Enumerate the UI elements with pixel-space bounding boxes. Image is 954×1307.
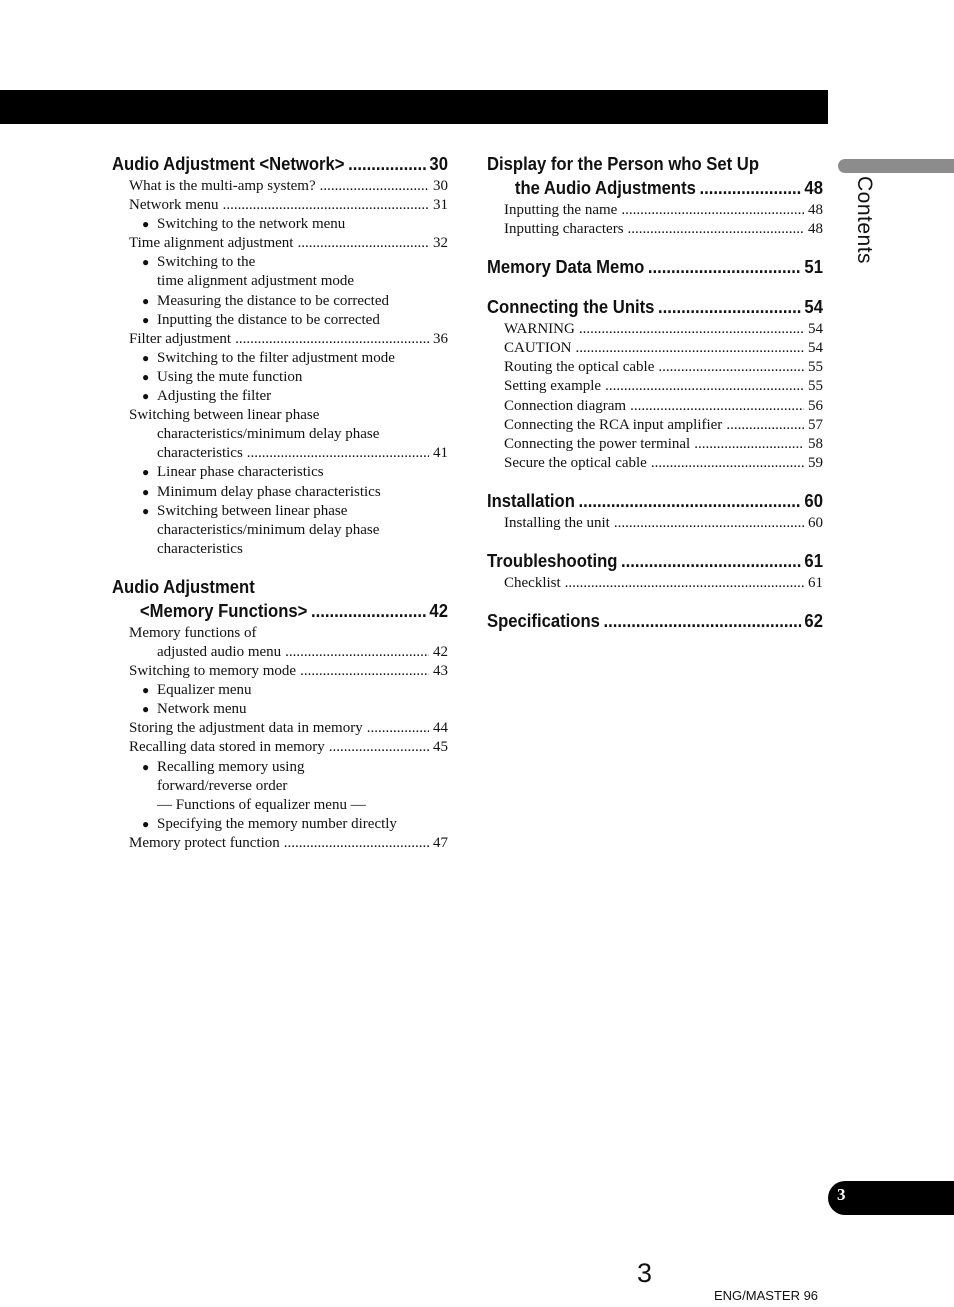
page-ref: 41	[433, 445, 448, 462]
dot-leader	[603, 609, 800, 633]
entry-text: Filter adjustment	[129, 330, 232, 347]
toc-entry[interactable]	[112, 521, 448, 540]
toc-section	[112, 575, 448, 853]
dot-leader	[576, 339, 805, 358]
section-heading-line[interactable]	[112, 599, 448, 623]
section-heading-line[interactable]	[487, 176, 823, 200]
section-title: Memory Data Memo	[487, 256, 645, 278]
toc-entries	[487, 320, 823, 473]
dot-leader	[247, 444, 429, 463]
toc-entry[interactable]	[487, 201, 823, 220]
page-ref: 60	[808, 514, 823, 531]
dot-leader	[311, 599, 426, 623]
page-ref: 36	[433, 330, 448, 347]
section-title: the Audio Adjustments	[514, 177, 696, 198]
entry-text: characteristics	[157, 540, 243, 557]
dot-leader	[651, 454, 804, 473]
page-tab-number: 3	[837, 1185, 846, 1204]
page-ref: 56	[808, 397, 823, 414]
entry-text: Network menu	[129, 197, 219, 214]
dot-leader	[658, 358, 804, 377]
toc-section	[487, 489, 823, 533]
entry-text: forward/reverse order	[157, 777, 288, 794]
page-ref: 42	[429, 599, 448, 621]
toc-subentry[interactable]	[112, 349, 448, 368]
section-heading	[112, 152, 448, 176]
section-heading-line[interactable]	[487, 295, 823, 319]
toc-section	[487, 609, 823, 633]
entry-text: Equalizer menu	[157, 682, 252, 699]
toc-entry[interactable]	[112, 272, 448, 291]
page-ref: 31	[433, 197, 448, 214]
dot-leader	[285, 643, 429, 662]
page-ref: 54	[808, 321, 823, 338]
page-ref: 57	[808, 416, 823, 433]
toc-entry[interactable]	[487, 416, 823, 435]
page-ref: 59	[808, 454, 823, 471]
entry-text: Routing the optical cable	[504, 359, 655, 376]
dot-leader	[348, 152, 426, 176]
section-heading-line[interactable]	[487, 152, 823, 176]
side-tab-marker	[838, 159, 954, 173]
section-title: Troubleshooting	[487, 550, 618, 572]
page-ref: 47	[433, 834, 448, 851]
toc-entry[interactable]	[112, 444, 448, 463]
entry-text: Switching to the	[157, 254, 256, 271]
page-ref: 55	[808, 378, 823, 395]
dot-leader	[605, 377, 804, 396]
toc-entries	[487, 514, 823, 533]
section-title: Connecting the Units	[487, 296, 655, 318]
page-number: 3	[637, 1258, 653, 1288]
page-ref: 51	[804, 256, 823, 278]
page-ref: 54	[804, 296, 823, 318]
toc-entry[interactable]	[487, 377, 823, 396]
toc-entry[interactable]	[112, 777, 448, 796]
toc-entry[interactable]	[487, 320, 823, 339]
dot-leader	[621, 549, 801, 573]
entry-text: Time alignment adjustment	[129, 235, 294, 252]
toc-entry[interactable]	[487, 454, 823, 473]
entry-text: What is the multi-amp system?	[129, 178, 316, 194]
header-bar	[0, 90, 828, 124]
page-ref: 48	[804, 177, 823, 198]
toc-subentry[interactable]	[112, 815, 448, 834]
entry-text: Specifying the memory number directly	[157, 815, 397, 832]
entry-text: adjusted audio menu	[157, 643, 282, 660]
section-title: Installation	[487, 489, 575, 511]
entry-text: characteristics/minimum delay phase	[157, 426, 380, 443]
dot-leader	[578, 489, 800, 513]
entry-text: Memory functions of	[129, 624, 257, 641]
dot-leader	[628, 220, 804, 239]
page-ref: 54	[808, 340, 823, 357]
dot-leader	[320, 177, 429, 196]
dot-leader	[300, 662, 429, 681]
entry-text: Inputting the name	[504, 202, 618, 218]
entry-text: characteristics	[157, 445, 243, 462]
page-ref: 45	[433, 739, 448, 756]
dot-leader	[284, 834, 429, 853]
toc-entry[interactable]	[487, 574, 823, 593]
toc-section	[487, 255, 823, 279]
dot-leader	[621, 201, 804, 220]
entry-text: Minimum delay phase characteristics	[157, 483, 381, 500]
entry-text: characteristics/minimum delay phase	[157, 521, 380, 538]
entry-text: Switching to the network menu	[157, 216, 346, 233]
toc-entry[interactable]	[487, 435, 823, 454]
section-title: Audio Adjustment	[112, 575, 255, 597]
page-tab	[828, 1181, 954, 1215]
toc-entry[interactable]	[112, 662, 448, 681]
toc-column-left	[112, 152, 448, 869]
toc-subentry[interactable]	[112, 483, 448, 502]
dot-leader	[297, 234, 429, 253]
dot-leader	[579, 320, 804, 339]
toc-entry[interactable]	[112, 796, 448, 815]
toc-entry[interactable]	[112, 196, 448, 215]
entry-text: Memory protect function	[129, 834, 280, 851]
section-title: <Memory Functions>	[139, 599, 308, 621]
entry-text: time alignment adjustment mode	[157, 273, 355, 290]
toc-section	[112, 152, 448, 559]
toc-entries	[112, 624, 448, 853]
toc-entry[interactable]	[487, 220, 823, 239]
section-heading	[487, 255, 823, 279]
toc-entries	[487, 201, 823, 239]
entry-text: — Functions of equalizer menu —	[157, 796, 366, 813]
dot-leader	[223, 196, 429, 215]
toc-entry[interactable]	[112, 406, 448, 425]
page-ref: 43	[433, 663, 448, 680]
toc-entries	[112, 177, 448, 559]
entry-text: Switching between linear phase	[157, 502, 348, 519]
section-heading	[487, 609, 823, 633]
toc-section	[487, 295, 823, 473]
toc-entry[interactable]	[112, 643, 448, 662]
page-ref: 30	[433, 178, 448, 194]
entry-text: Connection diagram	[504, 397, 627, 414]
section-heading	[487, 549, 823, 573]
dot-leader	[329, 738, 429, 757]
dot-leader	[648, 255, 801, 279]
entry-text: Secure the optical cable	[504, 454, 647, 471]
toc-subentry[interactable]	[112, 368, 448, 387]
dot-leader	[235, 330, 429, 349]
section-heading	[112, 575, 448, 623]
toc-entry[interactable]	[112, 177, 448, 196]
page-ref: 55	[808, 359, 823, 376]
entry-text: Connecting the power terminal	[504, 435, 691, 452]
page-ref: 62	[804, 610, 823, 632]
entry-text: Adjusting the filter	[157, 388, 272, 405]
section-heading-line[interactable]	[112, 575, 448, 599]
toc-subentry[interactable]	[112, 215, 448, 234]
entry-text: Storing the adjustment data in memory	[129, 720, 363, 737]
page-ref: 30	[429, 153, 448, 174]
dot-leader	[658, 295, 801, 319]
dot-leader	[565, 574, 804, 593]
footer-code: ENG/MASTER 96	[714, 1288, 819, 1303]
toc-entry[interactable]	[112, 738, 448, 757]
page-ref: 48	[808, 202, 823, 218]
toc-column-right	[487, 152, 823, 649]
entry-text: Recalling memory using	[157, 758, 305, 775]
entry-text: Setting example	[504, 378, 602, 395]
toc-section	[487, 549, 823, 593]
toc-entry[interactable]	[487, 358, 823, 377]
page-ref: 32	[433, 235, 448, 252]
section-heading	[487, 152, 823, 200]
toc-entry[interactable]	[112, 234, 448, 253]
toc-entry[interactable]	[112, 540, 448, 559]
entry-text: Linear phase characteristics	[157, 464, 324, 481]
dot-leader	[367, 719, 429, 738]
page-ref: 48	[808, 221, 823, 238]
dot-leader	[630, 397, 804, 416]
toc-subentry[interactable]	[112, 253, 448, 272]
entry-text: Measuring the distance to be corrected	[157, 292, 389, 309]
section-heading-line[interactable]	[487, 255, 823, 279]
entry-text: CAUTION	[504, 340, 572, 357]
entry-text: Network menu	[157, 701, 247, 718]
toc-subentry[interactable]	[112, 311, 448, 330]
toc-subentry[interactable]	[112, 681, 448, 700]
section-heading	[487, 489, 823, 513]
section-heading-line[interactable]	[487, 549, 823, 573]
entry-text: Switching between linear phase	[129, 407, 320, 424]
entry-text: Using the mute function	[157, 368, 303, 385]
section-title: Audio Adjustment <Network>	[112, 153, 345, 174]
section-heading	[487, 295, 823, 319]
section-title: Display for the Person who Set Up	[487, 153, 759, 174]
entry-text: WARNING	[504, 321, 575, 338]
toc-subentry[interactable]	[112, 758, 448, 777]
dot-leader	[699, 176, 800, 200]
toc-entry[interactable]	[487, 397, 823, 416]
page-ref: 60	[804, 489, 823, 511]
section-heading-line[interactable]	[112, 152, 448, 176]
page-ref: 61	[808, 575, 823, 592]
section-title: Specifications	[487, 610, 600, 632]
page-ref: 61	[804, 550, 823, 572]
page-ref: 58	[808, 435, 823, 452]
toc-entry[interactable]	[112, 425, 448, 444]
toc-subentry[interactable]	[112, 463, 448, 482]
toc-subentry[interactable]	[112, 387, 448, 406]
side-tab-label: Contents	[853, 176, 876, 265]
page-ref: 44	[433, 720, 448, 737]
entry-text: Connecting the RCA input amplifier	[504, 416, 723, 433]
toc-entry[interactable]	[487, 514, 823, 533]
toc-subentry[interactable]	[112, 292, 448, 311]
entry-text: Recalling data stored in memory	[129, 739, 325, 756]
entry-text: Switching to memory mode	[129, 663, 297, 680]
dot-leader	[726, 416, 804, 435]
toc-entry[interactable]	[487, 339, 823, 358]
entry-text: Installing the unit	[504, 514, 610, 531]
entry-text: Inputting the distance to be corrected	[157, 311, 380, 328]
toc-entry[interactable]	[112, 330, 448, 349]
toc-entry[interactable]	[112, 719, 448, 738]
dot-leader	[694, 435, 804, 454]
dot-leader	[614, 514, 804, 533]
toc-entry[interactable]	[112, 834, 448, 853]
toc-entries	[487, 574, 823, 593]
page-ref: 42	[433, 643, 448, 660]
toc-subentry[interactable]	[112, 502, 448, 521]
entry-text: Inputting characters	[504, 221, 624, 238]
section-heading-line[interactable]	[487, 609, 823, 633]
entry-text: Switching to the filter adjustment mode	[157, 349, 395, 366]
section-heading-line[interactable]	[487, 489, 823, 513]
entry-text: Checklist	[504, 575, 561, 592]
toc-subentry[interactable]	[112, 700, 448, 719]
toc-entry[interactable]	[112, 624, 448, 643]
toc-section	[487, 152, 823, 239]
